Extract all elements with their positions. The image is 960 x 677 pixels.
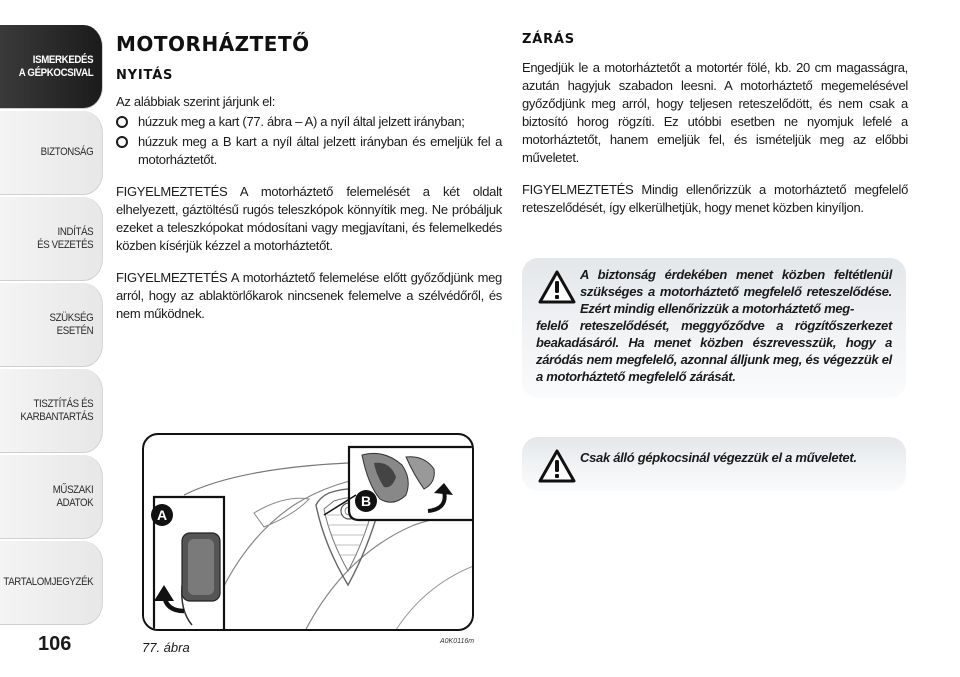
stationary-warning-box (522, 437, 906, 491)
warning-text-rest: felelő reteszelődését, meggyőződve a rögzítőszerkezet beakadásáról. Ha menet közben észrevesszük, hogy a záródás nem megfelelő, azonnal álljunk meg, és végezzük el a motorháztető megfelelő zárását. (536, 318, 892, 384)
tab-label: TARTALOMJEGYZÉK (3, 576, 94, 588)
warning-triangle-icon (538, 449, 576, 483)
list-item (116, 113, 502, 131)
closing-paragraph: Engedjük le a motorháztetőt a motortér fölé, kb. 20 cm magasságra, azután hagyjuk szabadon leesni. A motorháztető megemelésével győződjünk meg arról, hogy teljesen reteszelődött, és nem csak a biztosító horog rögzíti. Ez utóbbi esetben ne nyomjuk lefelé a motorháztetőt, hanem emeljük fel, és ismételjük meg az előbbi műveletet. (522, 60, 908, 165)
warning-paragraph-1: FIGYELMEZTETÉS A motorháztető felemelését a két oldalt elhelyezett, gáztöltésű rugós teleszkópok könnyítik meg. Ne próbáljuk ezeket a teleszkópokat módosítani vagy megjavítani, és felemelkedés közben kísérjük kézzel a motorháztetőt. (116, 184, 502, 253)
right-column (522, 30, 908, 231)
tab-tisztitas[interactable] (0, 369, 103, 453)
bullet-icon (116, 136, 128, 148)
tab-szukseg[interactable] (0, 283, 103, 367)
tab-label: MŰSZAKI ADATOK (52, 483, 94, 509)
chapter-tabs (0, 25, 103, 627)
section-title-opening: NYITÁS (116, 68, 174, 83)
section-title-closing: ZÁRÁS (522, 32, 575, 47)
list-item (116, 133, 502, 169)
tab-label: SZÜKSÉG ESETÉN (49, 311, 94, 337)
tab-muszaki[interactable] (0, 455, 103, 539)
tab-label: ISMERKEDÉS A GÉPKOCSIVAL (18, 53, 94, 79)
warning-text-first: A biztonság érdekében menet közben feltétlenül szükséges a motorháztető megfelelő reteszelődése. Ezért mindig ellenőrizzük a motorháztető meg- (580, 267, 892, 316)
bullet-icon (116, 116, 128, 128)
list-item-text: húzzuk meg a B kart a nyíl által jelzett irányban és emeljük fel a motorháztetőt. (138, 134, 502, 167)
figure-caption: 77. ábra (142, 640, 190, 655)
page-title: MOTORHÁZTETŐ (116, 32, 310, 56)
page-number: 106 (38, 633, 72, 655)
figure-code: A0K0116m (440, 638, 475, 645)
label-a: A (156, 507, 168, 523)
tab-label: INDÍTÁS ÉS VEZETÉS (37, 225, 94, 251)
steps-list (116, 113, 502, 169)
tab-tartalom[interactable] (0, 541, 103, 625)
warning-paragraph-2: FIGYELMEZTETÉS A motorháztető felemelése előtt győződjünk meg arról, hogy az ablaktörlőkarok nincsenek felemelve a szélvédőről, és nem működnek. (116, 270, 502, 321)
tab-ismerkedes[interactable] (0, 25, 103, 109)
safety-warning-box (522, 258, 906, 398)
list-item-text: húzzuk meg a kart (77. ábra – A) a nyíl által jelzett irányban; (138, 114, 465, 129)
tab-inditas[interactable] (0, 197, 103, 281)
tab-label: TISZTÍTÁS ÉS KARBANTARTÁS (20, 397, 94, 423)
warning-text: Csak álló gépkocsinál végezzük el a műveletet. (580, 450, 857, 465)
tab-label: BIZTONSÁG (40, 146, 94, 158)
warning-triangle-icon (538, 270, 576, 304)
closing-warning: FIGYELMEZTETÉS Mindig ellenőrizzük a motorháztető megfelelő reteszelődését, így elkerülhetjük, hogy menet közben kinyíljon. (522, 182, 908, 215)
tab-biztonsag[interactable] (0, 111, 103, 195)
hood-release-illustration (144, 435, 474, 631)
figure-77 (142, 433, 474, 631)
left-column (116, 30, 502, 337)
intro-text: Az alábbiak szerint járjunk el: (116, 94, 276, 109)
label-b: B (360, 493, 372, 509)
